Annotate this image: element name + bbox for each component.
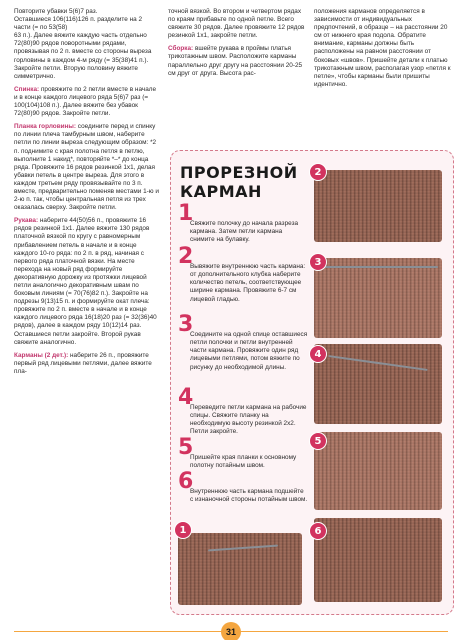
- knitting-needle-3: [318, 266, 438, 268]
- text-pockets: наберите 26 п., провяжите первый ряд лицевыми петлями, далее вяжите пла-: [14, 351, 152, 375]
- step-number-5: 5: [178, 435, 194, 460]
- step-3: [178, 312, 308, 380]
- step-6: [178, 469, 308, 512]
- text-placket: соедините перед и спинку по линии плеча тамбурным швом, наберите петли по линии выреза следующим образом: *2 п. поднимите с края полотна петля в петлю, выполните 1 накид*, повторяйте *–* до конца ряда. Провяжите 16 рядов резинкой 1x1, делая убавки петель в центре выреза. Для этого в каждом третьем ряду провязывайте по 3 п. вместе, предварительно поменяв местами 1-ю и 2-ю п. так, чтобы центральная петля из трех оказалась сверху. Закройте петли.: [14, 123, 159, 212]
- step-text-3: Соедините на одной спице оставшиеся петли полочки и петли внутренней части кармана. Провяжите один ряд лицевыми петлями, потом вяжите по рисунку до необходимой длины.: [190, 331, 308, 371]
- step-text-5: Пришейте края планки к основному полотну потайным швом.: [190, 454, 297, 470]
- step-text-4: Переведите петли кармана на рабочие спицы. Свяжите планку на необходимую высоту резинкой 2x2. Петли закройте.: [190, 404, 307, 436]
- step-text-1: Свяжите полочку до начала разреза кармана. Затем петли кармана снимите на булавку.: [190, 220, 299, 244]
- photo-label-6: 6: [309, 522, 327, 540]
- step-number-1: 1: [178, 201, 194, 226]
- knitting-photo-2: [314, 170, 442, 242]
- paragraph-pocket-placement: положения карманов определяется в зависимости от индивидуальных предпочтений, в образце – на расстоянии 20 см от нижнего края подола. Обратите внимание, карманы должны быть расположены на равном расстоянии от боковых «швов». Пришейте детали к платью трикотажным швом, располагая узор «петля к петле», чтобы карманы были пришиты идентично.: [314, 8, 451, 88]
- step-text-6: Внутреннюю часть кармана подшейте с изнаночной стороны потайным швом.: [190, 488, 308, 504]
- step-number-6: 6: [178, 469, 194, 494]
- step-1: [178, 201, 308, 253]
- pocket-section-title: ПРОРЕЗНОЙ КАРМАН: [180, 163, 298, 201]
- knitting-photo-1: [178, 533, 302, 605]
- step-2: [178, 244, 308, 312]
- knitting-needle-4: [328, 355, 427, 371]
- paragraph-intro: Повторите убавки 5(6)7 раз. Оставшиеся 106(116)126 п. разделите на 2 части (= по 53(58) 63 п.). Далее вяжите каждую часть отдельно 72(80)90 рядов поворотными рядами, провязывая по 2 п. вместе со стороны выреза горловины в каждом 4-м ряду (= 35(38)41 п.). Закройте петли. Вторую половину вяжите симметрично.: [14, 8, 152, 80]
- heading-pockets: Карманы (2 дет.):: [14, 351, 69, 359]
- text-column-left: [14, 8, 160, 381]
- step-number-4: 4: [178, 385, 194, 410]
- text-sleeves: наберите 44(50)56 п., провяжите 16 рядов резинкой 1x1. Далее вяжите 130 рядов платочной вязкой по кругу с равномерным прибавлением петель в начале и в конце каждого 10-го ряда: по 2 п. в ряд, начиная с первого ряда платочной вязки. На месте перехода на новый ряд формируйте декоративную дорожку из протяжки лицевой петли аналогично декоративным швам по боковым линиям (= 70(76)82 п.). Закройте на подрезы 9(13)15 п. и формируйте окат плеча: провяжите по 2 п. вместе в начале и в конце каждого лицевого ряда 16(18)20 раз (= 32(36)40 рядов), далее в каждом ряду 10(12)14 раз. Оставшиеся петли закройте. Второй рукав свяжите аналогично.: [14, 217, 157, 346]
- photo-label-3: 3: [309, 253, 327, 271]
- photo-label-4: 4: [309, 345, 327, 363]
- knitting-needle-1: [208, 545, 278, 552]
- heading-placket: Планка горловины:: [14, 123, 77, 131]
- heading-assembly: Сборка:: [168, 45, 194, 53]
- step-number-3: 3: [178, 312, 194, 337]
- text-column-middle: [168, 8, 308, 83]
- knitting-photo-3: [314, 258, 442, 338]
- photo-label-2: 2: [309, 163, 327, 181]
- knitting-photo-4: [314, 344, 442, 424]
- step-4: [178, 385, 308, 445]
- step-number-2: 2: [178, 244, 194, 269]
- step-text-2: Вывяжите внутреннюю часть кармана: от дополнительного клубка наберите количество петель, соответствующее ширине кармана. Провяжите 6-7 см лицевой гладью.: [190, 263, 306, 303]
- heading-sleeves: Рукава:: [14, 217, 39, 225]
- heading-back: Спинка:: [14, 85, 40, 93]
- knitting-photo-5: [314, 432, 442, 510]
- paragraph-continued: точной вязкой. Во втором и четвертом рядах по краям прибавьте по одной петле. Всего свяжите 30 рядов. Далее провяжите 12 рядов резинкой 1x1, закройте петли.: [168, 8, 305, 40]
- paragraph-back: [14, 86, 160, 118]
- paragraph-sleeves: [14, 217, 160, 347]
- paragraph-assembly: [168, 45, 308, 77]
- text-assembly: вшейте рукава в проймы платья трикотажным швом. Расположите карманы параллельно друг другу на расстоянии 20-25 см друг от друга. Высота рас-: [168, 45, 303, 77]
- paragraph-placket: [14, 123, 160, 212]
- page-number: 31: [221, 622, 241, 640]
- paragraph-pockets: [14, 352, 160, 376]
- knitting-photo-6: [314, 518, 442, 602]
- photo-label-5: 5: [309, 432, 327, 450]
- photo-label-1: 1: [174, 521, 192, 539]
- text-column-right: [314, 8, 452, 94]
- text-back: провяжите по 2 петли вместе в начале и в конце каждого лицевого ряда 5(6)7 раз (= 100(104)108 п.). Далее вяжите без убавок 72(80)90 рядов. Закройте петли.: [14, 85, 157, 118]
